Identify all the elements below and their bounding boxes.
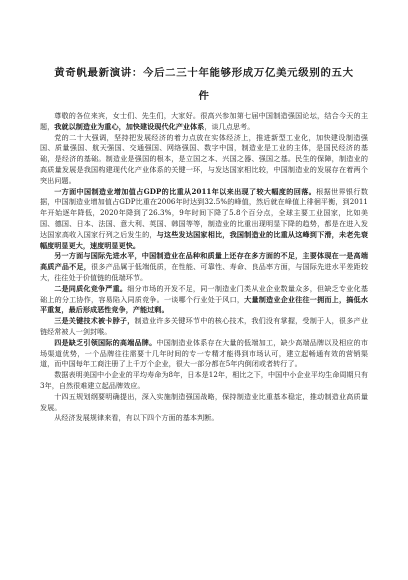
text-segment: 数据表明美国中小企业的平均寿命为8年，日本是12年，相比之下，中国中小企业平均生命周期只有3年，自然很难建立起品牌效应。 [40,370,368,390]
body-paragraph [40,133,368,187]
bold-text-segment: 大量制造业企业往往一拥而上，搞低水平重复，最后形成恶性竞争，产能过剩。 [40,294,368,315]
text-segment: 十四五规划纲要明确提出，深入实施制造强国战略，保持制造业比重基本稳定，推动制造业高质量发展。 [40,391,368,412]
body-paragraph [40,413,368,424]
text-segment: 中国制造业体系存在大量的低端加工，缺少高端品牌以及相应的市场渠道优势，一个品牌往往需要十几年时间的专一专精才能得到市场认可，建立起畅通有效的营销渠道，而中国每年工商注册了上千万个企业，很大一部分都在5年内倒闭或者转行了。 [40,337,369,369]
body-paragraph [40,251,368,283]
text-segment: 细分市场的开发不足，同一制造业门类从业企业数量众多，但缺乏专业化基础上的分工协作，容易陷入同质竞争。一谈哪个行业处于风口， [40,283,368,304]
bold-text-segment: 二是同质化竞争严重。 [54,283,128,293]
bold-text-segment: 另一方面与国际先进水平，中国制造业在品种和质量上还存在多方面的不足，主要体现在一是高端高质产品不足， [40,251,368,272]
bold-text-segment: 我就以制造业为重心，加快建设现代化产业体系 [54,121,205,131]
bold-text-segment: 四是缺乏引领国际的高端品牌。 [54,337,157,347]
bold-text-segment: 与这些发达国家相比，我国制造业的比重从这峰到下滑，未老先衰幅度明显更大，速度明显更快。 [40,229,368,250]
text-segment: ，谈几点思考。 [204,121,255,131]
body-paragraph [40,338,368,370]
text-segment: 制造业许多关键环节中的核心技术，我们没有掌握，受制于人，很多产业链经常被人一剑封喉。 [40,316,368,336]
bold-text-segment: 三是关键技术被卡脖子， [54,316,135,326]
text-segment: 党的二十大强调，坚持把发展经济的着力点放在实体经济上，推进新型工业化，加快建设制造强国、质量强国、航天强国、交通强国、网络强国、数字中国，制造业是工业的主体，是国民经济的基础，是经济的基础。制造业是强国的根本，是立国之本、兴国之器、强国之基。民生的保障，制造业的高质量发展是我国构建现代化产业体系的关键一环，与发达国家相比较，中国制造业的发展存在着两个突出问题。 [40,132,368,185]
body-paragraph [40,392,368,414]
article-body [40,111,368,424]
body-paragraph [40,187,368,252]
article-title: 黄奇帆最新演讲：今后二三十年能够形成万亿美元级别的五大件 [54,67,354,102]
bold-text-segment: 一方面中国制造业增加值占GDP的比重从2011年以来出现了较大幅度的回落。 [54,186,317,196]
body-paragraph [40,284,368,316]
text-segment: 很多产品属于低端低质，在性能、可靠性、寿命、良品率方面，与国际先进水平差距较大，往往处于价值链的低端环节。 [40,262,368,282]
body-paragraph [40,370,368,392]
body-paragraph [40,316,368,338]
text-segment: 尊敬的各位来宾，女士们、先生们，大家好。很高兴参加第七届中国制造强国论坛，结合今天的主题， [40,111,368,131]
body-paragraph [40,111,368,133]
text-segment: 根据世界银行数据，中国制造业增加值占GDP比重在2006年时达到32.5%的峰值，然后就在峰值上徘徊平衡，到2011年开始逐年降低，2020年降到了26.3%，9年时间下降了5.8个百分点，全球主要工业国家，比如美国、德国、日本、法国、意大利、英国、韩国等等，制造业的比重出现明显下降的趋势，都是在进入发达国家高收入国家行列之后发生的， [40,186,368,239]
text-segment: 从经济发展规律来看，有以下四个方面的基本判断。 [54,413,219,423]
